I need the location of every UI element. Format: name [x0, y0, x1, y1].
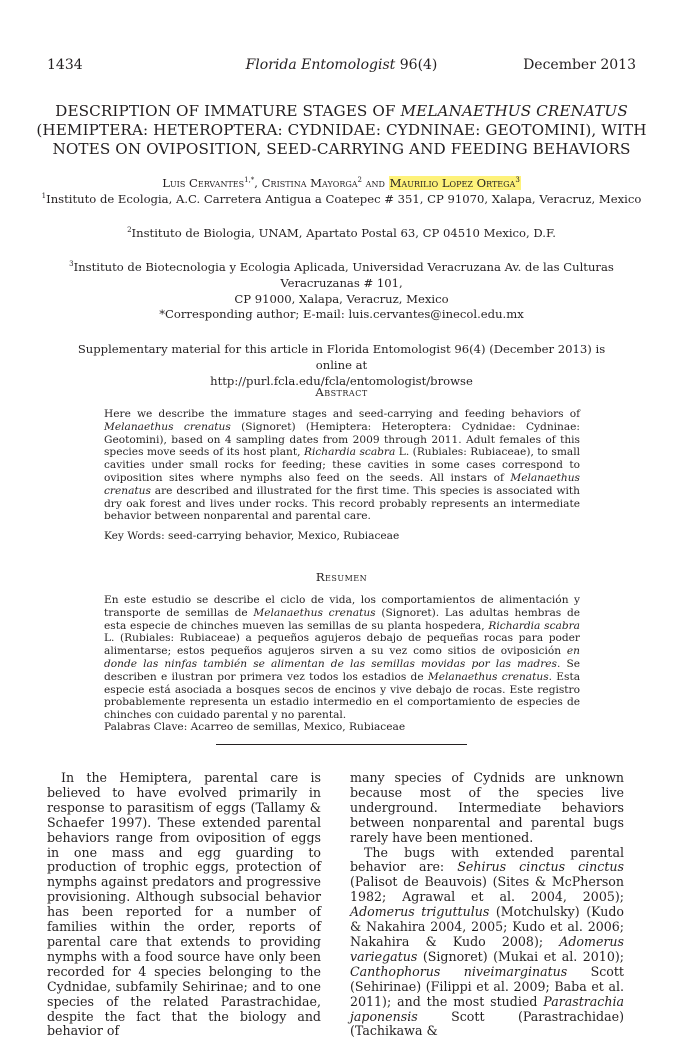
resumen-heading: Resumen: [315, 570, 368, 584]
resumen-part: (Signoret). Las adultas hembras de esta especie de chinches mueven las semillas de su planta hospedera,: [104, 606, 581, 632]
journal-name: Florida Entomologist: [245, 57, 396, 73]
species-name: Richardia scabra: [303, 446, 396, 459]
author-1: Luis Cervantes: [162, 176, 245, 190]
author-3-highlighted: [389, 176, 521, 190]
abstract-heading: Abstract: [315, 385, 368, 399]
abstract-part: Here we describe the immature stages and seed-carrying and feeding behaviors of: [104, 408, 580, 420]
resumen-part: . Esta especie está asociada a bosques secos de encinos y vive debajo de rocas. Este registro probablemente representa un estadio intermedio en el comportamiento de especies de chinches con cuidado parental y no parental.: [104, 670, 581, 722]
abstract-part: (Signoret) (Hemiptera: Heteroptera: Cydnidae: Cydninae: Geotomini), based on 4 sampling dates from 2009 through 2011. Adult females of this species move seeds of its host plant,: [104, 420, 581, 459]
species-name: Melanaethus crenatus: [427, 670, 549, 683]
author-2-marker: 2: [357, 176, 362, 185]
author-1-marker: 1,*: [244, 176, 255, 185]
resumen-part: L. (Rubiales: Rubiaceae) a pequeños agujeros debajo de pequeñas rocas para poder alimentarse; estos pequeños agujeros sirven a su vez como sitios de oviposición: [104, 632, 580, 658]
affiliation-2-marker: 2: [127, 226, 132, 235]
supplementary-note: [60, 341, 623, 389]
body-text: (Palisot de Beauvois) (Sites & McPherson 1982; Agrawal et al. 2004, 2005);: [350, 874, 624, 905]
species-name: Melanaethus crenatus: [253, 606, 376, 619]
resumen-keywords: Palabras Clave: Acarreo de semillas, Mexico, Rubiaceae: [104, 721, 406, 733]
body-text: Scott (Sehirinae) (Filippi et al. 2009; Baba et al. 2011); and the most studied: [350, 963, 624, 1009]
corresponding-author: *Corresponding author; E-mail: luis.cervantes@inecol.edu.mx: [159, 307, 524, 321]
species-name: Melanaethus crenatus: [104, 420, 231, 433]
body-paragraph: many species of Cydnids are unknown because most of the species live underground. Intermediate behaviors between nonparental and parental bugs rarely have been mentioned.: [350, 770, 624, 845]
author-3-marker: 3: [515, 176, 520, 185]
body-column-right: [350, 771, 624, 1039]
species-name: Richardia scabra: [488, 619, 581, 632]
running-header: [47, 57, 636, 75]
title-species: MELANAETHUS CRENATUS: [400, 102, 628, 120]
body-text: The bugs with extended parental behavior are:: [350, 844, 624, 875]
title-line-1: [30, 102, 653, 121]
species-name: Adomerus triguttulus: [350, 904, 490, 920]
species-name: Adomerus variegatus: [350, 933, 624, 964]
author-3: Maurilio Lopez Ortega: [389, 176, 516, 190]
affiliation-1-text: Instituto de Ecologia, A.C. Carretera Antigua a Coatepec # 351, CP 91070, Xalapa, Veracruz, Mexico: [46, 192, 642, 206]
resumen-part: En este estudio se describe el ciclo de vida, los comportamientos de alimentación y transporte de semillas de: [104, 594, 580, 619]
affiliation-3: [30, 259, 653, 307]
abstract-part: L. (Rubiales: Rubiaceae), to small cavities under small rocks for feeding; these cavities in some cases correspond to oviposition sites where nymphs also feed on the seeds. All instars of: [104, 446, 580, 484]
article-title: [30, 102, 653, 159]
body-column-left: [47, 771, 321, 1039]
species-name: Sehirus cinctus cinctus: [457, 859, 624, 875]
author-list: [30, 175, 653, 191]
author-separator: and: [362, 176, 389, 190]
title-line-3: NOTES ON OVIPOSITION, SEED-CARRYING AND FEEDING BEHAVIORS: [52, 140, 631, 158]
page-number: 1434: [47, 57, 83, 73]
supplementary-link[interactable]: http://purl.fcla.edu/fcla/entomologist/browse: [210, 374, 473, 388]
species-name: Melanaethus crenatus: [104, 471, 580, 497]
body-text: (Motchulsky) (Kudo & Nakahira 2004, 2005; Kudo et al. 2006; Nakahira & Kudo 2008);: [350, 904, 624, 949]
species-name: Parastrachia japonensis: [350, 993, 624, 1024]
title-line-2: (HEMIPTERA: HETEROPTERA: CYDNIDAE: CYDNINAE: GEOTOMINI), WITH: [36, 121, 647, 139]
affiliation-2-text: Instituto de Biologia, UNAM, Apartato Postal 63, CP 04510 Mexico, D.F.: [131, 226, 556, 240]
affiliation-3-line-2: CP 91000, Xalapa, Veracruz, Mexico: [234, 292, 449, 306]
body-text: Scott (Parastrachidae) (Tachikawa &: [350, 1008, 624, 1039]
section-divider: [216, 744, 467, 745]
resumen-text: [104, 594, 580, 722]
affiliation-2: [40, 225, 643, 241]
affiliation-1: [40, 191, 643, 207]
affiliation-3-line-1: Instituto de Biotecnologia y Ecologia Aplicada, Universidad Veracruzana Av. de las Culturas Veracruzanas # 101,: [73, 260, 614, 290]
author-separator: ,: [254, 176, 262, 190]
body-paragraph: In the Hemiptera, parental care is believed to have evolved primarily in response to parasitism of eggs (Tallamy & Schaefer 1997). These extended parental behaviors range from oviposition of eggs in one mass and egg guarding to production of trophic eggs, protection of nymphs against predators and progressive provisioning. Although subsocial behavior has been reported for a number of families within the order, reports of parental care that extends to providing nymphs with a food source have only been recorded for 4 species belonging to the Cydnidae, subfamily Sehirinae; and to one species of the related Parastrachidae, despite the fact that the biology and behavior of: [47, 770, 321, 1039]
affiliation-1-marker: 1: [41, 192, 47, 201]
resumen-part: . Se describen e ilustran por primera vez todos los estadios de: [104, 657, 580, 683]
resumen-emphasis: en donde las ninfas también se alimentan de las semillas movidas por las madres: [104, 645, 580, 670]
issue-date: December 2013: [523, 57, 636, 73]
abstract-part: are described and illustrated for the first time. This species is associated with dry oak forest and lives under rocks. This record probably represents an intermediate behavior between nonparental and parental care.: [104, 484, 580, 523]
author-2: Cristina Mayorga: [261, 176, 358, 190]
abstract-keywords: Key Words: seed-carrying behavior, Mexico, Rubiaceae: [104, 530, 400, 542]
affiliation-3-marker: 3: [69, 260, 74, 269]
body-paragraph: [350, 846, 624, 1039]
journal-volume: 96(4): [399, 57, 438, 73]
abstract-text: [104, 408, 580, 523]
title-prefix: DESCRIPTION OF IMMATURE STAGES OF: [55, 102, 401, 120]
body-text: (Signoret) (Mukai et al. 2010);: [417, 948, 624, 964]
species-name: Canthophorus niveimarginatus: [350, 963, 568, 979]
supplementary-line-1: Supplementary material for this article in Florida Entomologist 96(4) (December 2013) is online at: [77, 342, 606, 372]
